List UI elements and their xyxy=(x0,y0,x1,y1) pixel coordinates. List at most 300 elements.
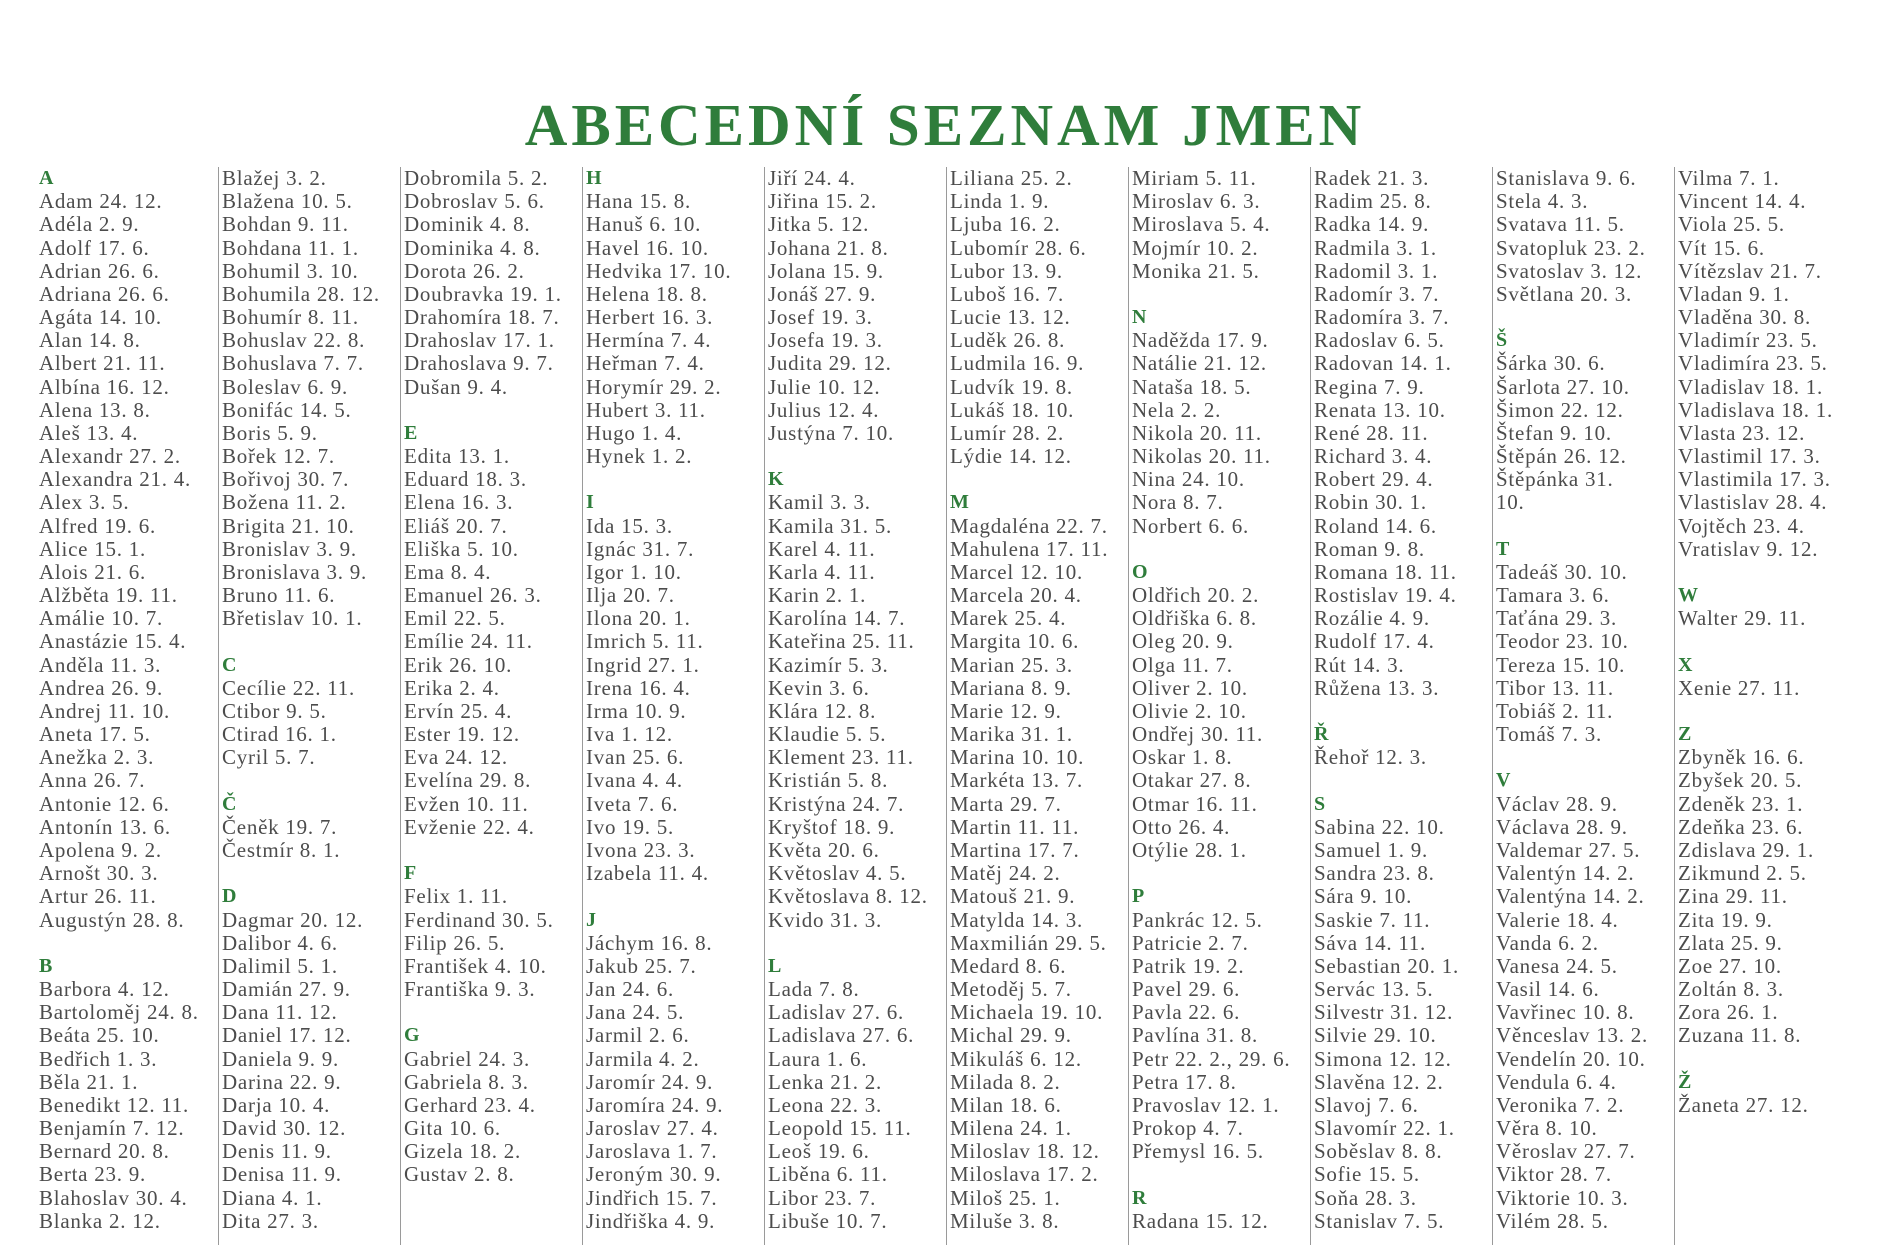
name-entry: Bohumila 28. 12. xyxy=(222,281,380,306)
name-entry: Hubert 3. 11. xyxy=(586,397,706,422)
name-entry: Jonáš 27. 9. xyxy=(768,281,877,306)
name-entry: Josef 19. 3. xyxy=(768,305,873,330)
name-entry: Věnceslav 13. 2. xyxy=(1496,1023,1648,1048)
name-entry: Oskar 1. 8. xyxy=(1132,745,1233,770)
name-entry: Zdislava 29. 1. xyxy=(1678,837,1815,862)
name-entry: Prokop 4. 7. xyxy=(1132,1116,1244,1141)
name-entry: Vlastimil 17. 3. xyxy=(1678,444,1821,469)
name-entry: Daniela 9. 9. xyxy=(222,1046,340,1071)
name-entry: Lada 7. 8. xyxy=(768,977,860,1002)
spacer xyxy=(39,932,218,955)
name-entry: Antonie 12. 6. xyxy=(39,791,170,816)
name-entry: Ladislava 27. 6. xyxy=(768,1023,915,1048)
name-entry: Adéla 2. 9. xyxy=(39,212,140,237)
name-entry: Barbora 4. 12. xyxy=(39,977,170,1002)
name-entry: Bohuslav 22. 8. xyxy=(222,328,366,353)
name-entry: Vilém 28. 5. xyxy=(1496,1208,1609,1233)
name-entry: Oldřiška 6. 8. xyxy=(1132,606,1257,631)
name-entry: Ida 15. 3. xyxy=(586,513,673,538)
name-entry: Miroslav 6. 3. xyxy=(1132,189,1261,214)
name-entry: Oleg 20. 9. xyxy=(1132,629,1234,654)
name-entry: Zikmund 2. 5. xyxy=(1678,861,1807,886)
name-entry: Maxmilián 29. 5. xyxy=(950,930,1107,955)
name-entry: Růžena 13. 3. xyxy=(1314,675,1440,700)
name-entry: Alexandr 27. 2. xyxy=(39,444,181,469)
spacer xyxy=(768,932,946,955)
name-entry: Nataša 18. 5. xyxy=(1132,374,1252,399)
name-entry: Gustav 2. 8. xyxy=(404,1162,515,1187)
name-entry: Svatopluk 23. 2. xyxy=(1496,235,1646,260)
name-entry: Kamila 31. 5. xyxy=(768,513,893,538)
spacer xyxy=(1132,538,1310,561)
name-entry: Soběslav 8. 8. xyxy=(1314,1139,1443,1164)
name-entry: Pavlína 31. 8. xyxy=(1132,1023,1258,1048)
name-entry: Zina 29. 11. xyxy=(1678,884,1788,909)
name-entry: Vojtěch 23. 4. xyxy=(1678,513,1805,538)
name-entry: Antonín 13. 6. xyxy=(39,814,171,839)
name-entry: Otýlie 28. 1. xyxy=(1132,837,1247,862)
name-entry: Vlastislav 28. 4. xyxy=(1678,490,1828,515)
letter-heading: A xyxy=(39,167,55,189)
name-entry: Adam 24. 12. xyxy=(39,189,163,214)
name-entry: Libor 23. 7. xyxy=(768,1185,877,1210)
name-entry: Evelína 29. 8. xyxy=(404,768,532,793)
name-entry: Vladimír 23. 5. xyxy=(1678,328,1818,353)
letter-heading: D xyxy=(222,885,238,908)
name-entry: Filip 26. 5. xyxy=(404,930,506,955)
name-entry: Radomíra 3. 7. xyxy=(1314,305,1450,330)
name-entry: Blahoslav 30. 4. xyxy=(39,1185,188,1210)
name-entry: Oliver 2. 10. xyxy=(1132,675,1248,700)
name-entry: Miloš 25. 1. xyxy=(950,1185,1061,1210)
name-entry: Alfred 19. 6. xyxy=(39,513,157,538)
name-entry: Alena 13. 8. xyxy=(39,397,151,422)
name-entry: Bruno 11. 6. xyxy=(222,583,336,608)
name-entry: Robin 30. 1. xyxy=(1314,490,1427,515)
name-entry: Šárka 30. 6. xyxy=(1496,351,1606,376)
name-entry: Bedřich 1. 3. xyxy=(39,1046,158,1071)
name-entry: Doubravka 19. 1. xyxy=(404,281,562,306)
name-entry: Drahoslav 17. 1. xyxy=(404,328,555,353)
name-entry: Andrej 11. 10. xyxy=(39,698,171,723)
name-entry: Radomil 3. 1. xyxy=(1314,258,1439,283)
name-entry: Evžen 10. 11. xyxy=(404,791,529,816)
name-entry: Leoš 19. 6. xyxy=(768,1139,870,1164)
spacer xyxy=(1496,306,1674,329)
name-entry: Vladěna 30. 8. xyxy=(1678,305,1811,330)
name-entry: Leopold 15. 11. xyxy=(768,1116,912,1141)
name-entry: Ferdinand 30. 5. xyxy=(404,907,554,932)
name-entry: Dana 11. 12. xyxy=(222,1000,338,1025)
name-entry: Bohuslava 7. 7. xyxy=(222,351,364,376)
name-entry: Martin 11. 11. xyxy=(950,814,1080,839)
letter-heading: R xyxy=(1132,1186,1148,1209)
name-entry: Zuzana 11. 8. xyxy=(1678,1023,1802,1048)
spacer xyxy=(950,468,1128,491)
name-entry: Erik 26. 10. xyxy=(404,652,513,677)
name-entry: Izabela 11. 4. xyxy=(586,861,709,886)
name-entry: Vavřinec 10. 8. xyxy=(1496,1000,1635,1025)
name-entry: Klaudie 5. 5. xyxy=(768,722,887,747)
name-column xyxy=(1675,167,1857,1245)
name-entry: Svatava 11. 5. xyxy=(1496,212,1625,237)
name-entry: Apolena 9. 2. xyxy=(39,837,162,862)
name-entry: 10. xyxy=(1496,490,1525,515)
name-entry: Žaneta 27. 12. xyxy=(1678,1092,1809,1117)
name-entry: Ivo 19. 5. xyxy=(586,814,674,839)
name-entry: Linda 1. 9. xyxy=(950,189,1050,214)
letter-heading: Z xyxy=(1678,723,1693,746)
name-entry: Gabriela 8. 3. xyxy=(404,1069,529,1094)
name-entry: Cyril 5. 7. xyxy=(222,745,316,770)
spacer xyxy=(1314,769,1492,792)
name-entry: Viktor 28. 7. xyxy=(1496,1162,1612,1187)
name-entry: Lubomír 28. 6. xyxy=(950,235,1087,260)
name-entry: Jarmila 4. 2. xyxy=(586,1046,700,1071)
name-entry: Evženie 22. 4. xyxy=(404,814,535,839)
name-entry: Eduard 18. 3. xyxy=(404,467,527,492)
name-entry: Otakar 27. 8. xyxy=(1132,768,1252,793)
name-entry: Hynek 1. 2. xyxy=(586,444,693,469)
name-entry: Milada 8. 2. xyxy=(950,1069,1061,1094)
name-entry: Patricie 2. 7. xyxy=(1132,930,1249,955)
spacer xyxy=(1678,561,1857,584)
name-entry: Mikuláš 6. 12. xyxy=(950,1046,1082,1071)
name-entry: Nikola 20. 11. xyxy=(1132,420,1262,445)
spacer xyxy=(1678,630,1857,653)
name-entry: Eliáš 20. 7. xyxy=(404,513,508,538)
name-entry: Břetislav 10. 1. xyxy=(222,606,363,631)
spacer xyxy=(222,630,400,653)
name-entry: Laura 1. 6. xyxy=(768,1046,868,1071)
name-entry: Pavla 22. 6. xyxy=(1132,1000,1241,1025)
letter-heading: Š xyxy=(1496,329,1508,352)
name-entry: Zdeněk 23. 1. xyxy=(1678,791,1804,816)
name-entry: Tereza 15. 10. xyxy=(1496,652,1626,677)
name-entry: Blažena 10. 5. xyxy=(222,189,353,214)
name-entry: Bohdana 11. 1. xyxy=(222,235,359,260)
name-entry: Rudolf 17. 4. xyxy=(1314,629,1435,654)
name-entry: Julius 12. 4. xyxy=(768,397,880,422)
name-entry: Matylda 14. 3. xyxy=(950,907,1083,932)
name-entry: Drahoslava 9. 7. xyxy=(404,351,554,376)
name-entry: Dušan 9. 4. xyxy=(404,374,508,399)
name-entry: Radek 21. 3. xyxy=(1314,166,1430,190)
name-entry: Karel 4. 11. xyxy=(768,536,876,561)
name-entry: Dobroslav 5. 6. xyxy=(404,189,545,214)
name-entry: Helena 18. 8. xyxy=(586,281,708,306)
name-entry: Lukáš 18. 10. xyxy=(950,397,1075,422)
name-entry: Oldřich 20. 2. xyxy=(1132,583,1260,608)
name-entry: Regina 7. 9. xyxy=(1314,374,1425,399)
name-entry: Arnošt 30. 3. xyxy=(39,861,159,886)
name-entry: Milan 18. 6. xyxy=(950,1092,1062,1117)
name-entry: Soňa 28. 3. xyxy=(1314,1185,1417,1210)
name-entry: Tomáš 7. 3. xyxy=(1496,722,1602,747)
name-entry: Liliana 25. 2. xyxy=(950,166,1073,190)
spacer xyxy=(404,399,582,422)
letter-heading: J xyxy=(586,908,597,931)
name-entry: Bohumil 3. 10. xyxy=(222,258,359,283)
name-entry: Richard 3. 4. xyxy=(1314,444,1433,469)
name-entry: Mahulena 17. 11. xyxy=(950,536,1109,561)
name-entry: Ivan 25. 6. xyxy=(586,745,685,770)
name-entry: Irma 10. 9. xyxy=(586,698,687,723)
spacer xyxy=(768,445,946,468)
name-entry: Sáva 14. 11. xyxy=(1314,930,1427,955)
name-entry: Dalimil 5. 1. xyxy=(222,953,338,978)
name-entry: Metoděj 5. 7. xyxy=(950,977,1072,1002)
name-columns xyxy=(37,167,1857,1245)
name-entry: Boleslav 6. 9. xyxy=(222,374,348,399)
name-entry: Imrich 5. 11. xyxy=(586,629,704,654)
name-entry: Ignác 31. 7. xyxy=(586,536,695,561)
name-entry: Vanda 6. 2. xyxy=(1496,930,1599,955)
name-entry: Anděla 11. 3. xyxy=(39,652,162,677)
name-entry: Michal 29. 9. xyxy=(950,1023,1072,1048)
spacer xyxy=(586,885,764,908)
name-entry: Marian 25. 3. xyxy=(950,652,1073,677)
name-entry: Libuše 10. 7. xyxy=(768,1208,888,1233)
name-entry: Vendula 6. 4. xyxy=(1496,1069,1617,1094)
name-entry: František 4. 10. xyxy=(404,953,547,978)
name-entry: Nela 2. 2. xyxy=(1132,397,1222,422)
name-entry: Iveta 7. 6. xyxy=(586,791,679,816)
name-entry: Jiří 24. 4. xyxy=(768,166,856,190)
name-entry: Čeněk 19. 7. xyxy=(222,814,338,839)
name-entry: Jolana 15. 9. xyxy=(768,258,884,283)
name-entry: Vladislava 18. 1. xyxy=(1678,397,1834,422)
name-entry: Eva 24. 12. xyxy=(404,745,508,770)
name-entry: Felix 1. 11. xyxy=(404,884,508,909)
name-entry: Silvie 29. 10. xyxy=(1314,1023,1437,1048)
name-entry: Viola 25. 5. xyxy=(1678,212,1785,237)
name-entry: Blanka 2. 12. xyxy=(39,1208,161,1233)
name-entry: Aleš 13. 4. xyxy=(39,420,139,445)
name-entry: Amálie 10. 7. xyxy=(39,606,164,631)
name-entry: Agáta 14. 10. xyxy=(39,305,162,330)
name-entry: Alan 14. 8. xyxy=(39,328,141,353)
name-entry: Běla 21. 1. xyxy=(39,1069,139,1094)
name-entry: Diana 4. 1. xyxy=(222,1185,323,1210)
name-column xyxy=(37,167,219,1245)
name-entry: Martina 17. 7. xyxy=(950,837,1080,862)
name-column xyxy=(947,167,1129,1245)
name-entry: Jindřich 15. 7. xyxy=(586,1185,718,1210)
spacer xyxy=(1678,1048,1857,1071)
name-entry: Štěpán 26. 12. xyxy=(1496,444,1627,469)
name-entry: Servác 13. 5. xyxy=(1314,977,1434,1002)
name-entry: Bartoloměj 24. 8. xyxy=(39,1000,199,1025)
name-entry: Olga 11. 7. xyxy=(1132,652,1233,677)
name-entry: Rút 14. 3. xyxy=(1314,652,1405,677)
name-entry: Miroslava 5. 4. xyxy=(1132,212,1271,237)
name-entry: Klára 12. 8. xyxy=(768,698,877,723)
name-entry: Rostislav 19. 4. xyxy=(1314,583,1457,608)
name-entry: Štefan 9. 10. xyxy=(1496,420,1612,445)
name-entry: Miloslav 18. 12. xyxy=(950,1139,1100,1164)
name-entry: Nora 8. 7. xyxy=(1132,490,1224,515)
name-entry: Jan 24. 6. xyxy=(586,977,674,1002)
spacer xyxy=(1314,700,1492,723)
spacer xyxy=(404,1001,582,1024)
name-entry: Kryštof 18. 9. xyxy=(768,814,896,839)
name-entry: Božena 11. 2. xyxy=(222,490,347,515)
name-entry: Lucie 13. 12. xyxy=(950,305,1071,330)
name-entry: Gizela 18. 2. xyxy=(404,1139,522,1164)
name-entry: Vilma 7. 1. xyxy=(1678,166,1780,190)
name-entry: Kazimír 5. 3. xyxy=(768,652,889,677)
name-entry: Damián 27. 9. xyxy=(222,977,351,1002)
name-entry: Radka 14. 9. xyxy=(1314,212,1430,237)
name-entry: René 28. 11. xyxy=(1314,420,1429,445)
name-entry: Darja 10. 4. xyxy=(222,1092,331,1117)
name-entry: Artur 26. 11. xyxy=(39,884,157,909)
letter-heading: Ř xyxy=(1314,723,1330,746)
name-entry: Ljuba 16. 2. xyxy=(950,212,1061,237)
name-entry: Zbyšek 20. 5. xyxy=(1678,768,1803,793)
letter-heading: V xyxy=(1496,769,1512,792)
name-entry: Renata 13. 10. xyxy=(1314,397,1446,422)
name-entry: Ester 19. 12. xyxy=(404,722,520,747)
name-entry: Řehoř 12. 3. xyxy=(1314,745,1427,770)
name-entry: Zoltán 8. 3. xyxy=(1678,977,1784,1002)
name-entry: Ilona 20. 1. xyxy=(586,606,691,631)
name-entry: Karla 4. 11. xyxy=(768,559,876,584)
name-entry: Bronislava 3. 9. xyxy=(222,559,367,584)
name-entry: Marika 31. 1. xyxy=(950,722,1073,747)
name-entry: Natálie 21. 12. xyxy=(1132,351,1267,376)
name-entry: Kevin 3. 6. xyxy=(768,675,870,700)
name-entry: Irena 16. 4. xyxy=(586,675,691,700)
name-entry: Pravoslav 12. 1. xyxy=(1132,1092,1280,1117)
name-entry: Ondřej 30. 11. xyxy=(1132,722,1264,747)
name-entry: Milena 24. 1. xyxy=(950,1116,1072,1141)
name-entry: Květa 20. 6. xyxy=(768,837,880,862)
name-entry: Zoe 27. 10. xyxy=(1678,953,1782,978)
name-entry: Luděk 26. 8. xyxy=(950,328,1066,353)
name-entry: Vasil 14. 6. xyxy=(1496,977,1600,1002)
name-entry: Valerie 18. 4. xyxy=(1496,907,1619,932)
name-entry: Walter 29. 11. xyxy=(1678,606,1807,631)
name-column xyxy=(219,167,401,1245)
letter-heading: E xyxy=(404,421,419,444)
letter-heading: I xyxy=(586,491,595,514)
name-entry: Benedikt 12. 11. xyxy=(39,1092,190,1117)
name-entry: Radim 25. 8. xyxy=(1314,189,1432,214)
name-entry: Václava 28. 9. xyxy=(1496,814,1628,839)
name-entry: Vladan 9. 1. xyxy=(1678,281,1790,306)
name-entry: Bernard 20. 8. xyxy=(39,1139,170,1164)
name-entry: Vladislav 18. 1. xyxy=(1678,374,1823,399)
name-entry: Jeroným 30. 9. xyxy=(586,1162,722,1187)
name-entry: Mojmír 10. 2. xyxy=(1132,235,1259,260)
spacer xyxy=(586,468,764,491)
name-entry: Lýdie 14. 12. xyxy=(950,444,1072,469)
name-entry: Ctibor 9. 5. xyxy=(222,698,327,723)
page-title: ABECEDNÍ SEZNAM JMEN xyxy=(524,92,1366,158)
name-column xyxy=(401,167,583,1245)
name-entry: Slavomír 22. 1. xyxy=(1314,1116,1455,1141)
name-entry: Tobiáš 2. 11. xyxy=(1496,698,1614,723)
name-entry: Ladislav 27. 6. xyxy=(768,1000,905,1025)
name-entry: Darina 22. 9. xyxy=(222,1069,342,1094)
name-entry: Anežka 2. 3. xyxy=(39,745,155,770)
name-entry: Radomír 3. 7. xyxy=(1314,281,1440,306)
name-entry: Zlata 25. 9. xyxy=(1678,930,1783,955)
name-entry: Dominika 4. 8. xyxy=(404,235,541,260)
name-entry: Dalibor 4. 6. xyxy=(222,930,338,955)
name-entry: Jaroslav 27. 4. xyxy=(586,1116,719,1141)
letter-heading: H xyxy=(586,167,603,189)
name-entry: Julie 10. 12. xyxy=(768,374,881,399)
name-entry: Michaela 19. 10. xyxy=(950,1000,1104,1025)
letter-heading: G xyxy=(404,1024,421,1047)
name-entry: Taťána 29. 3. xyxy=(1496,606,1618,631)
name-entry: Jiřina 15. 2. xyxy=(768,189,877,214)
name-entry: Věroslav 27. 7. xyxy=(1496,1139,1636,1164)
name-entry: Anastázie 15. 4. xyxy=(39,629,187,654)
name-column xyxy=(1493,167,1675,1245)
letter-heading: X xyxy=(1678,653,1694,676)
name-entry: Denisa 11. 9. xyxy=(222,1162,342,1187)
name-entry: Roman 9. 8. xyxy=(1314,536,1425,561)
name-entry: Čestmír 8. 1. xyxy=(222,837,341,862)
name-entry: Emílie 24. 11. xyxy=(404,629,533,654)
name-entry: Horymír 29. 2. xyxy=(586,374,722,399)
name-entry: Adriana 26. 6. xyxy=(39,281,170,306)
name-entry: Kristián 5. 8. xyxy=(768,768,889,793)
name-entry: Dominik 4. 8. xyxy=(404,212,531,237)
name-entry: Jarmil 2. 6. xyxy=(586,1023,690,1048)
name-entry: Lenka 21. 2. xyxy=(768,1069,882,1094)
name-entry: Vladimíra 23. 5. xyxy=(1678,351,1828,376)
name-entry: Naděžda 17. 9. xyxy=(1132,328,1269,353)
name-column xyxy=(765,167,947,1245)
name-entry: Věra 8. 10. xyxy=(1496,1116,1598,1141)
name-entry: Sofie 15. 5. xyxy=(1314,1162,1420,1187)
name-entry: Tibor 13. 11. xyxy=(1496,675,1614,700)
name-entry: Norbert 6. 6. xyxy=(1132,513,1250,538)
name-entry: Kristýna 24. 7. xyxy=(768,791,905,816)
name-entry: Vanesa 24. 5. xyxy=(1496,953,1618,978)
name-entry: Albert 21. 11. xyxy=(39,351,166,376)
name-entry: Augustýn 28. 8. xyxy=(39,907,185,932)
name-entry: Šarlota 27. 10. xyxy=(1496,374,1630,399)
name-entry: Valdemar 27. 5. xyxy=(1496,837,1641,862)
name-entry: Bohumír 8. 11. xyxy=(222,305,359,330)
name-entry: Cecílie 22. 11. xyxy=(222,675,355,700)
name-column xyxy=(583,167,765,1245)
name-entry: Monika 21. 5. xyxy=(1132,258,1260,283)
name-entry: Stanislav 7. 5. xyxy=(1314,1208,1445,1233)
name-entry: Štěpánka 31. xyxy=(1496,467,1614,492)
letter-heading: K xyxy=(768,468,785,491)
name-entry: Daniel 17. 12. xyxy=(222,1023,352,1048)
name-entry: Adolf 17. 6. xyxy=(39,235,150,260)
name-entry: Markéta 13. 7. xyxy=(950,768,1083,793)
name-entry: Judita 29. 12. xyxy=(768,351,892,376)
name-entry: Valentýn 14. 2. xyxy=(1496,861,1635,886)
name-entry: Silvestr 31. 12. xyxy=(1314,1000,1454,1025)
name-entry: Jaromíra 24. 9. xyxy=(586,1092,724,1117)
name-entry: Andrea 26. 9. xyxy=(39,675,164,700)
letter-heading: L xyxy=(768,954,783,977)
name-entry: Gita 10. 6. xyxy=(404,1116,501,1141)
name-entry: Ctirad 16. 1. xyxy=(222,722,337,747)
letter-heading: Č xyxy=(222,792,238,815)
name-entry: Iva 1. 12. xyxy=(586,722,673,747)
